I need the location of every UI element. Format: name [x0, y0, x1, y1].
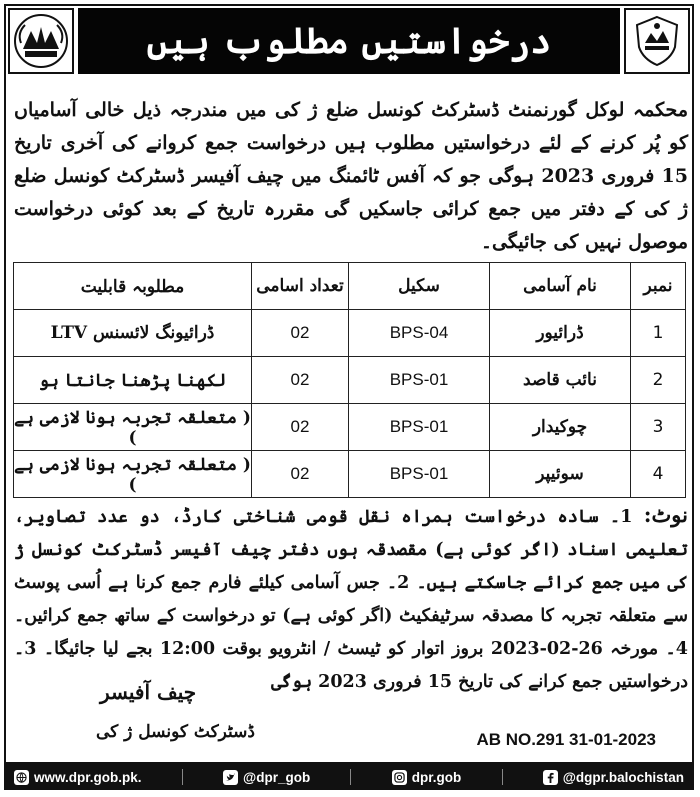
row-count: 02 — [252, 404, 349, 451]
footer-twitter[interactable] — [223, 770, 310, 785]
balochistan-logo — [624, 8, 690, 74]
row-qualification: لکھنا پڑھنا جانتا ہو — [14, 357, 252, 404]
header-scale: سکیل — [349, 263, 490, 310]
row-scale: BPS-01 — [349, 357, 490, 404]
row-count: 02 — [252, 357, 349, 404]
table-row — [14, 357, 686, 404]
row-post: سوئیپر — [490, 451, 631, 498]
footer-divider — [182, 769, 183, 785]
footer-divider — [350, 769, 351, 785]
row-number: 3 — [631, 404, 686, 451]
row-scale: BPS-01 — [349, 404, 490, 451]
row-number: 4 — [631, 451, 686, 498]
row-post: نائب قاصد — [490, 357, 631, 404]
note-label: نوٹ: — [643, 502, 688, 527]
row-number: 2 — [631, 357, 686, 404]
note-paragraph — [14, 498, 688, 699]
table-row — [14, 404, 686, 451]
header-count: تعداد اسامی — [252, 263, 349, 310]
footer-facebook[interactable] — [543, 770, 684, 785]
footer-bar — [4, 764, 694, 790]
facebook-icon — [543, 770, 558, 785]
ad-reference-number: AB NO.291 31-01-2023 — [476, 730, 656, 749]
row-post: چوکیدار — [490, 404, 631, 451]
table-row — [14, 451, 686, 498]
footer-facebook-text: @dgpr.balochistan — [562, 769, 684, 785]
row-qualification: ( متعلقہ تجربہ ہونا لازمی ہے ) — [14, 404, 252, 451]
footer-divider — [502, 769, 503, 785]
row-qualification: ڈرائیونگ لائسنس LTV — [14, 310, 252, 357]
row-qualification: ( متعلقہ تجربہ ہونا لازمی ہے ) — [14, 451, 252, 498]
signatory-title: چیف آفیسر — [100, 680, 197, 704]
globe-icon — [14, 770, 29, 785]
row-count: 02 — [252, 310, 349, 357]
footer-twitter-text: @dpr_gob — [243, 769, 311, 785]
row-scale: BPS-01 — [349, 451, 490, 498]
balochistan-emblem-icon — [629, 13, 685, 69]
header — [4, 4, 694, 80]
government-logo — [8, 8, 74, 74]
signatory-office: ڈسٹرکٹ کونسل ژ کی — [96, 722, 255, 742]
page-title: درخواستیں مطلوب ہیں — [146, 20, 552, 62]
footer-instagram-text: dpr.gob — [411, 769, 462, 785]
header-number: نمبر — [631, 263, 686, 310]
title-banner — [78, 8, 620, 74]
note-text: 1۔ سادہ درخواست ہمراہ نقل قومی شناختی کارڈ، دو عدد تصاویر، تعلیمی اسناد (اگر کوئی ہے) مقصدقہ ہوں دفتر چیف آفیسر ڈسٹرکٹ کونسل ژ کی میں جمع کرائے جاسکتے ہیں۔ 2۔ جس آسامی کیلئے فارم جمع کرنا ہے اُسی پوسٹ سے متعلقہ تجربہ کا مصدقہ سرٹیفکیٹ (اگر کوئی ہے) تو درخواست کے ساتھ جمع کرائیں۔ 4۔ مورخہ 26-02-2023 بروز اتوار کو ٹیسٹ / انٹرویو بوقت 12:00 بجے لیا جائیگا۔ 3۔ درخواستیں جمع کرانے کی تاریخ 15 فروری 2023 ہوگی — [14, 507, 688, 692]
footer-website-text: www.dpr.gob.pk. — [34, 769, 142, 785]
row-count: 02 — [252, 451, 349, 498]
footer-instagram[interactable] — [392, 770, 462, 785]
footer-website[interactable] — [14, 770, 142, 785]
header-post: نام آسامی — [490, 263, 631, 310]
header-qualification: مطلوبہ قابلیت — [14, 263, 252, 310]
row-post: ڈرائیور — [490, 310, 631, 357]
government-emblem-icon — [13, 13, 69, 69]
vacancies-table — [13, 262, 686, 498]
row-scale: BPS-04 — [349, 310, 490, 357]
twitter-icon — [223, 770, 238, 785]
instagram-icon — [392, 770, 407, 785]
table-row — [14, 310, 686, 357]
table-header-row — [14, 263, 686, 310]
row-number: 1 — [631, 310, 686, 357]
intro-paragraph: محکمہ لوکل گورنمنٹ ڈسٹرکٹ کونسل ضلع ژ کی میں مندرجہ ذیل خالی آسامیاں کو پُر کرنے کے لئے درخواستیں مطلوب ہیں درخواست جمع کروانے کی آخری تاریخ 15 فروری 2023 ہوگی جو کہ آفس ٹائمنگ میں چیف آفیسر ڈسٹرکٹ کونسل ضلع ژ کی کے دفتر میں جمع کرائی جاسکیں گی مقررہ تاریخ کے بعد کوئی درخواست موصول نہیں کی جائیگی۔ — [14, 99, 688, 253]
